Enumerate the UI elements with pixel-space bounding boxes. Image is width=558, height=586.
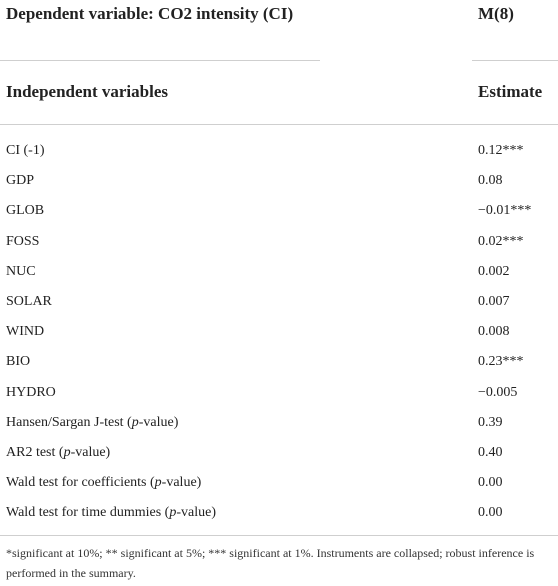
table-row [0, 468, 558, 498]
variable-cell: BIO [6, 354, 31, 370]
table-row [0, 438, 558, 468]
variable-cell: NUC [6, 263, 36, 279]
variable-cell: CI (-1) [6, 143, 45, 159]
estimate-cell: 0.39 [478, 414, 503, 430]
estimate-cell: 0.00 [478, 505, 503, 521]
table-row [0, 166, 558, 196]
estimate-cell: 0.00 [478, 475, 503, 491]
table-row [0, 136, 558, 166]
table-footnote: *significant at 10%; ** significant at 5%; *** significant at 1%. Instruments are collapsed; robust inference is performed in the summary. [6, 546, 535, 580]
estimate-cell: 0.02*** [478, 233, 524, 249]
header-divider-right [472, 60, 558, 61]
table-row [0, 227, 558, 257]
estimate-cell: 0.008 [478, 324, 510, 340]
estimate-cell: 0.002 [478, 263, 510, 279]
estimate-cell: −0.005 [478, 384, 518, 400]
table-bottom-divider [0, 535, 558, 536]
table-body [0, 136, 558, 528]
variable-cell: Wald test for time dummies (p-value) [6, 505, 216, 521]
estimate-cell: 0.12*** [478, 143, 524, 159]
table-row [0, 498, 558, 528]
table-row [0, 347, 558, 377]
table-row [0, 196, 558, 226]
table-row [0, 317, 558, 347]
estimate-cell: −0.01*** [478, 203, 532, 219]
independent-variables-header: Independent variables [6, 82, 168, 101]
estimate-cell: 0.23*** [478, 354, 524, 370]
dependent-variable-header: Dependent variable: CO2 intensity (CI) [6, 4, 294, 23]
estimate-cell: 0.40 [478, 444, 503, 460]
model-header: M(8) [478, 4, 514, 23]
estimate-header: Estimate [478, 82, 543, 101]
variable-cell: Hansen/Sargan J-test (p-value) [6, 414, 179, 430]
subheader-divider [0, 124, 558, 125]
table-row [0, 287, 558, 317]
table-row [0, 378, 558, 408]
variable-cell: HYDRO [6, 384, 56, 400]
variable-cell: GDP [6, 173, 35, 189]
table-row [0, 257, 558, 287]
variable-cell: GLOB [6, 203, 45, 219]
table-row [0, 408, 558, 438]
header-divider [0, 60, 320, 61]
estimate-cell: 0.007 [478, 294, 510, 310]
variable-cell: SOLAR [6, 294, 52, 310]
variable-cell: WIND [6, 324, 45, 340]
variable-cell: AR2 test (p-value) [6, 444, 111, 460]
variable-cell: FOSS [6, 233, 40, 249]
variable-cell: Wald test for coefficients (p-value) [6, 475, 202, 491]
estimate-cell: 0.08 [478, 173, 503, 189]
